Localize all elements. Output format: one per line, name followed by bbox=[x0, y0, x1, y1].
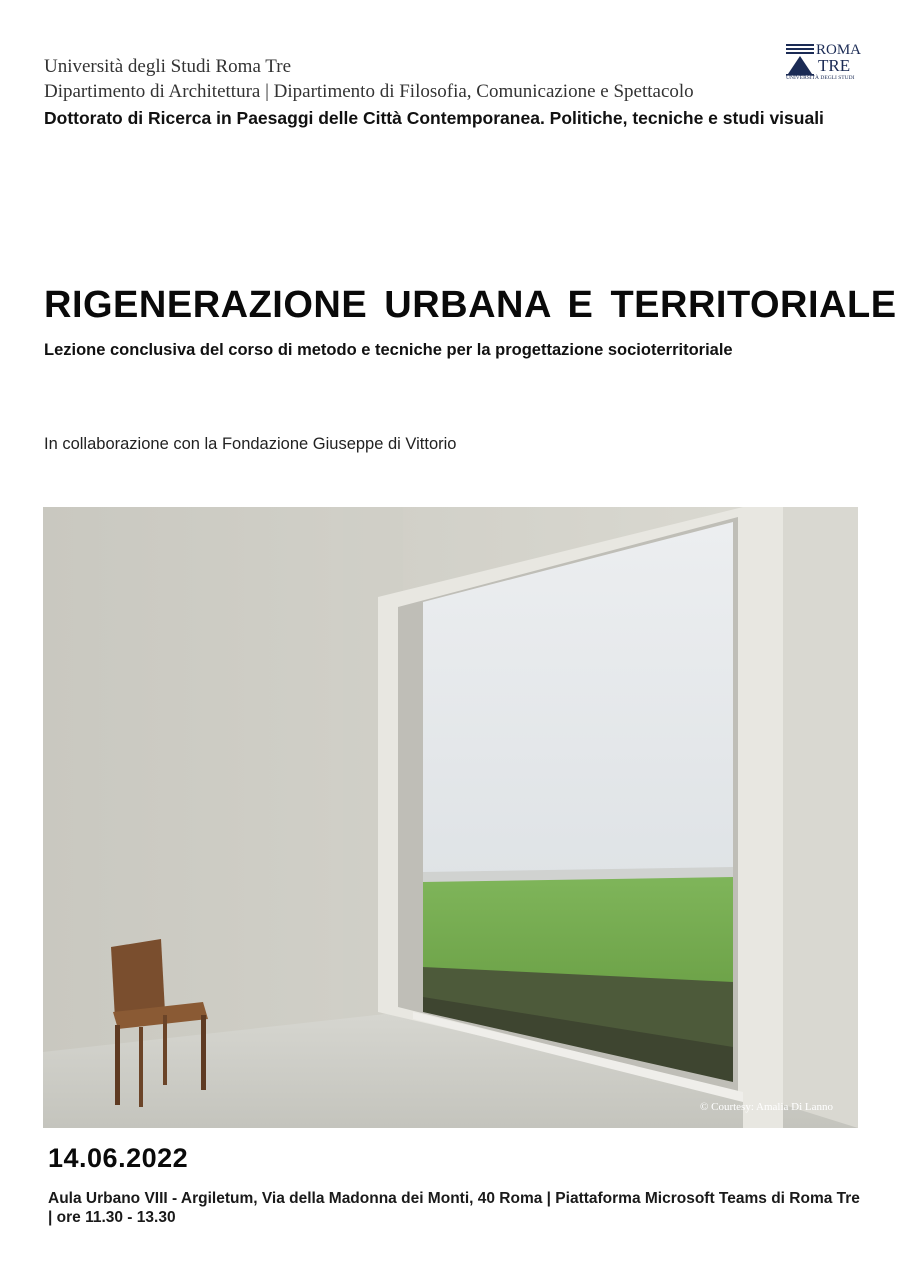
event-subtitle: Lezione conclusiva del corso di metodo e tecniche per la progettazione socioterritoriale bbox=[44, 341, 733, 359]
room-window-photo bbox=[43, 507, 858, 1128]
event-venue: Aula Urbano VIII - Argiletum, Via della Madonna dei Monti, 40 Roma | Piattaforma Microsoft Teams di Roma Tre | ore 11.30 - 13.30 bbox=[48, 1190, 860, 1226]
collaboration-note: In collaborazione con la Fondazione Giuseppe di Vittorio bbox=[44, 435, 457, 453]
university-name: Università degli Studi Roma Tre bbox=[44, 56, 291, 77]
event-date: 14.06.2022 bbox=[48, 1143, 189, 1173]
photo-illustration bbox=[43, 507, 858, 1128]
departments-line: Dipartimento di Architettura | Dipartimento di Filosofia, Comunicazione e Spettacolo bbox=[44, 81, 694, 102]
logo-subtitle: UNIVERSITÀ DEGLI STUDI bbox=[786, 75, 855, 81]
event-title: RIGENERAZIONE URBANA E TERRITORIALE bbox=[44, 284, 897, 326]
roma-tre-logo bbox=[786, 42, 862, 84]
roma-tre-logo-icon bbox=[786, 42, 814, 76]
doctorate-line: Dottorato di Ricerca in Paesaggi delle Città Contemporanea. Politiche, tecniche e studi visuali bbox=[44, 108, 824, 128]
logo-word-roma: ROMA bbox=[816, 42, 862, 58]
logo-word-tre: TRE bbox=[818, 56, 851, 75]
photo-credit: © Courtesy: Amalia Di Lanno bbox=[700, 1101, 834, 1113]
